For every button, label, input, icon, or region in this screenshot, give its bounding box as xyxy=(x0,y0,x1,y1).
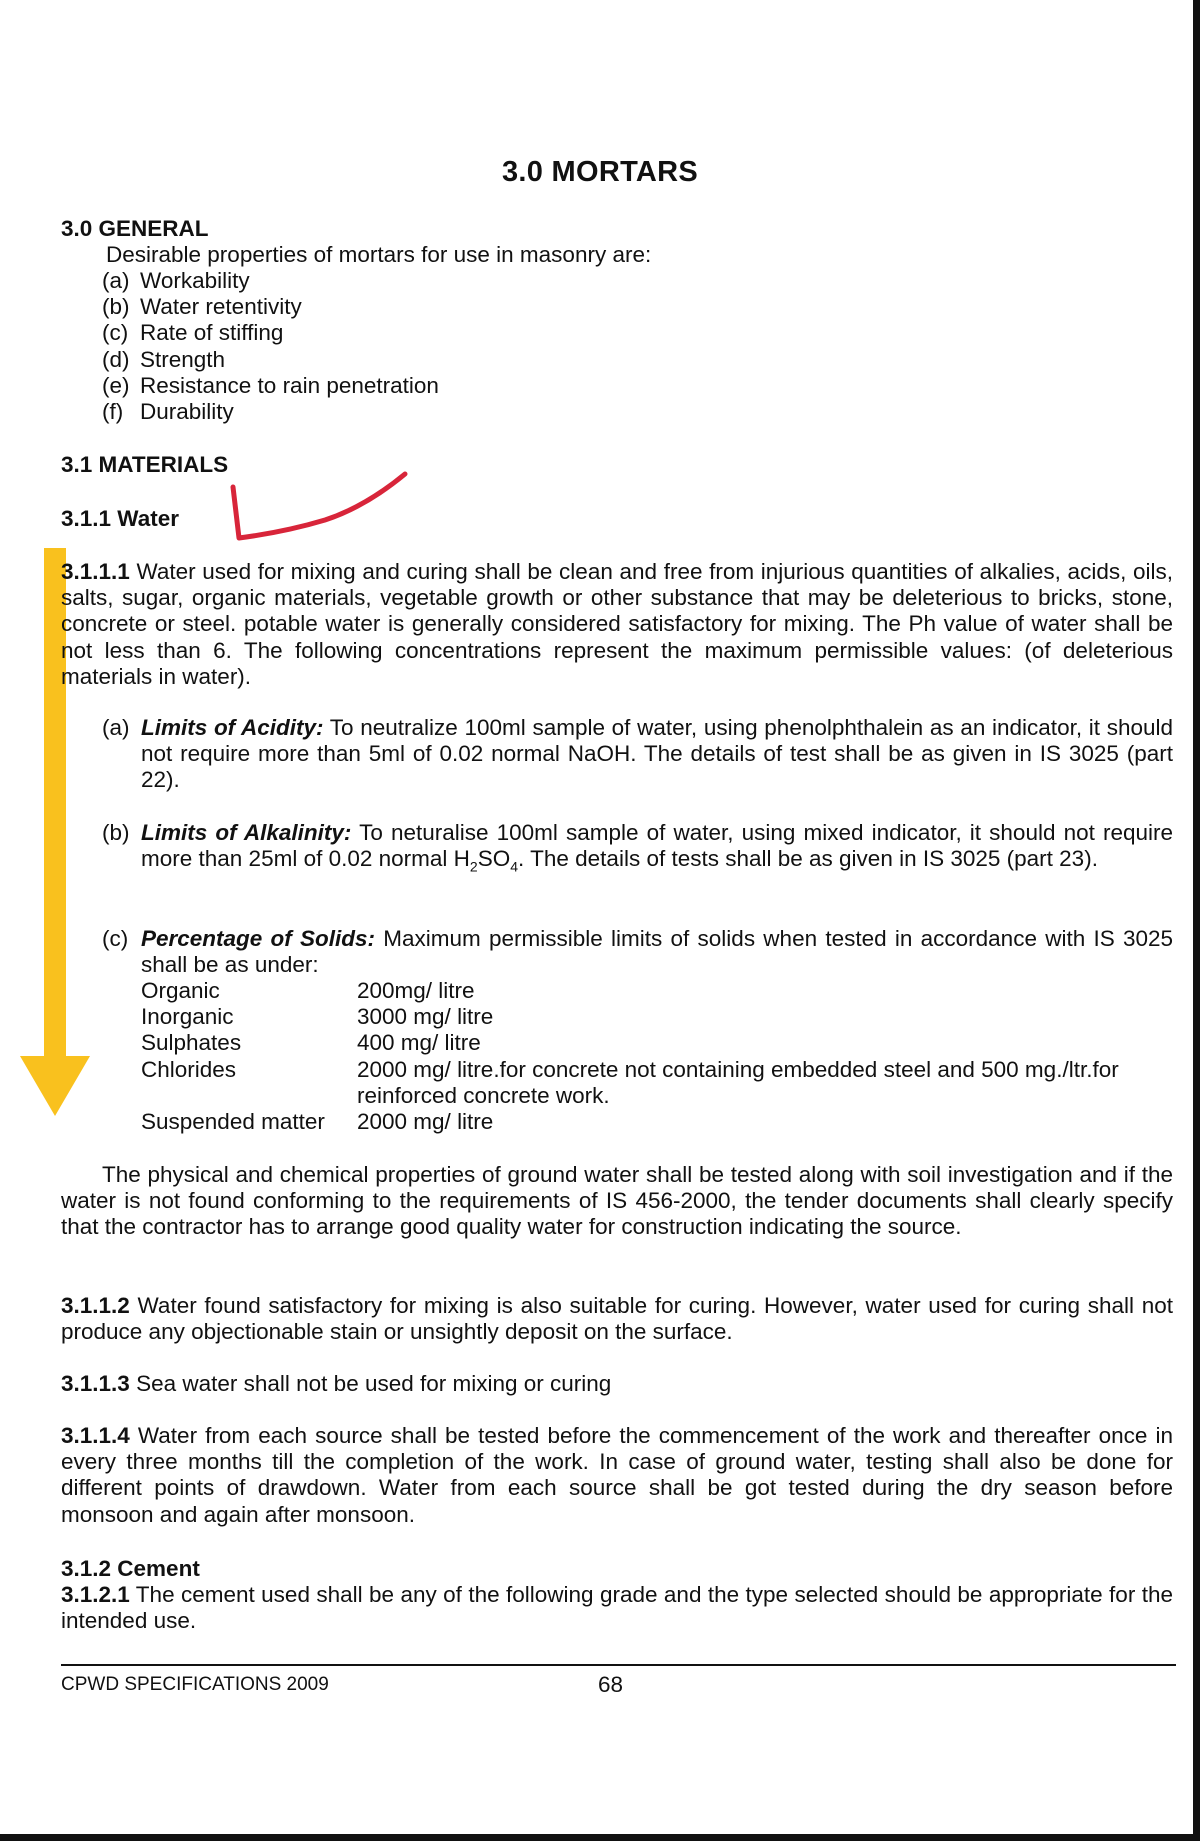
list-item: (e) Resistance to rain penetration xyxy=(102,372,439,398)
page-title: 3.0 MORTARS xyxy=(501,156,699,188)
acidity-label: (a) xyxy=(102,715,130,740)
table-row: Chlorides 2000 mg/ litre.for concrete not containing embedded steel and 500 mg./ltr.for reinforced concrete work. xyxy=(141,1056,1119,1108)
list-item: (b) Water retentivity xyxy=(102,294,302,320)
table-row: Organic 200mg/ litre xyxy=(141,978,475,1003)
paragraph-3-1-1-1: 3.1.1.1 Water used for mixing and curing shall be clean and free from injurious quantities of alkalies, acids, oils, salts, sugar, organic materials, vegetable growth or other substance that may be deleterious to bricks, stone, concrete or steel. potable water is generally considered satisfactory for mixing. The Ph value of water shall be not less than 6. The following concentrations represent the maximum permissible values: (of deleterious materials in water). xyxy=(61,559,1173,689)
properties-list xyxy=(102,268,602,425)
scan-edge xyxy=(1193,0,1200,1841)
paragraph-3-1-2-1: 3.1.2.1 The cement used shall be any of the following grade and the type selected should be appropriate for the intended use. xyxy=(61,1582,1173,1634)
cement-heading: 3.1.2 Cement xyxy=(61,1556,200,1581)
paragraph-3-1-1-4: 3.1.1.4 Water from each source shall be tested before the commencement of the work and thereafter once in every three months till the completion of the work. In case of ground water, testing shall also be done for different points of drawdown. Water from each source shall be got tested during the dry season before monsoon and again after monsoon. xyxy=(61,1423,1173,1527)
paragraph-3-1-1-3: 3.1.1.3 Sea water shall not be used for mixing or curing xyxy=(61,1371,612,1396)
acidity-text: Limits of Acidity: To neutralize 100ml sample of water, using phenolphthalein as an indicator, it should not require more than 5ml of 0.02 normal NaOH. The details of test shall be as given in IS 3025 (part 22). xyxy=(141,715,1173,793)
footer-left: CPWD SPECIFICATIONS 2009 xyxy=(61,1674,329,1695)
checkmark-icon xyxy=(225,462,415,547)
list-item: (a) Workability xyxy=(102,268,250,293)
page-number: 68 xyxy=(598,1672,624,1697)
general-intro: Desirable properties of mortars for use in masonry are: xyxy=(106,242,652,267)
alkalinity-label: (b) xyxy=(102,820,130,845)
table-row: Sulphates 400 mg/ litre xyxy=(141,1030,481,1056)
materials-heading: 3.1 MATERIALS xyxy=(61,452,229,477)
ground-water-paragraph: The physical and chemical properties of ground water shall be tested along with soil investigation and if the water is not found conforming to the requirements of IS 456-2000, the tender documents shall clearly specify that the contractor has to arrange good quality water for construction indicating the source. xyxy=(61,1162,1173,1240)
general-heading: 3.0 GENERAL xyxy=(61,216,209,241)
list-item: (f) Durability xyxy=(102,399,234,425)
list-item: (d) Strength xyxy=(102,346,226,372)
water-heading: 3.1.1 Water xyxy=(61,506,179,531)
solids-text: Percentage of Solids: Maximum permissible limits of solids when tested in accordance with IS 3025 shall be as under: xyxy=(141,926,1174,978)
footer-divider xyxy=(61,1664,1176,1666)
table-row: Inorganic 3000 mg/ litre xyxy=(141,1004,494,1030)
table-row: Suspended matter 2000 mg/ litre xyxy=(141,1109,494,1135)
list-item: (c) Rate of stiffing xyxy=(102,320,284,346)
solids-table xyxy=(141,978,1173,1135)
solids-label: (c) xyxy=(102,926,129,951)
scan-edge xyxy=(0,1834,1200,1841)
alkalinity-text: Limits of Alkalinity: To neturalise 100ml sample of water, using mixed indicator, it should not require more than 25ml of 0.02 normal $H_2SO_4$. The details of tests shall be as given in IS 3025 (part 23). xyxy=(141,820,1173,875)
paragraph-3-1-1-2: 3.1.1.2 Water found satisfactory for mixing is also suitable for curing. However, water used for curing shall not produce any objectionable stain or unsightly deposit on the surface. xyxy=(61,1293,1173,1345)
